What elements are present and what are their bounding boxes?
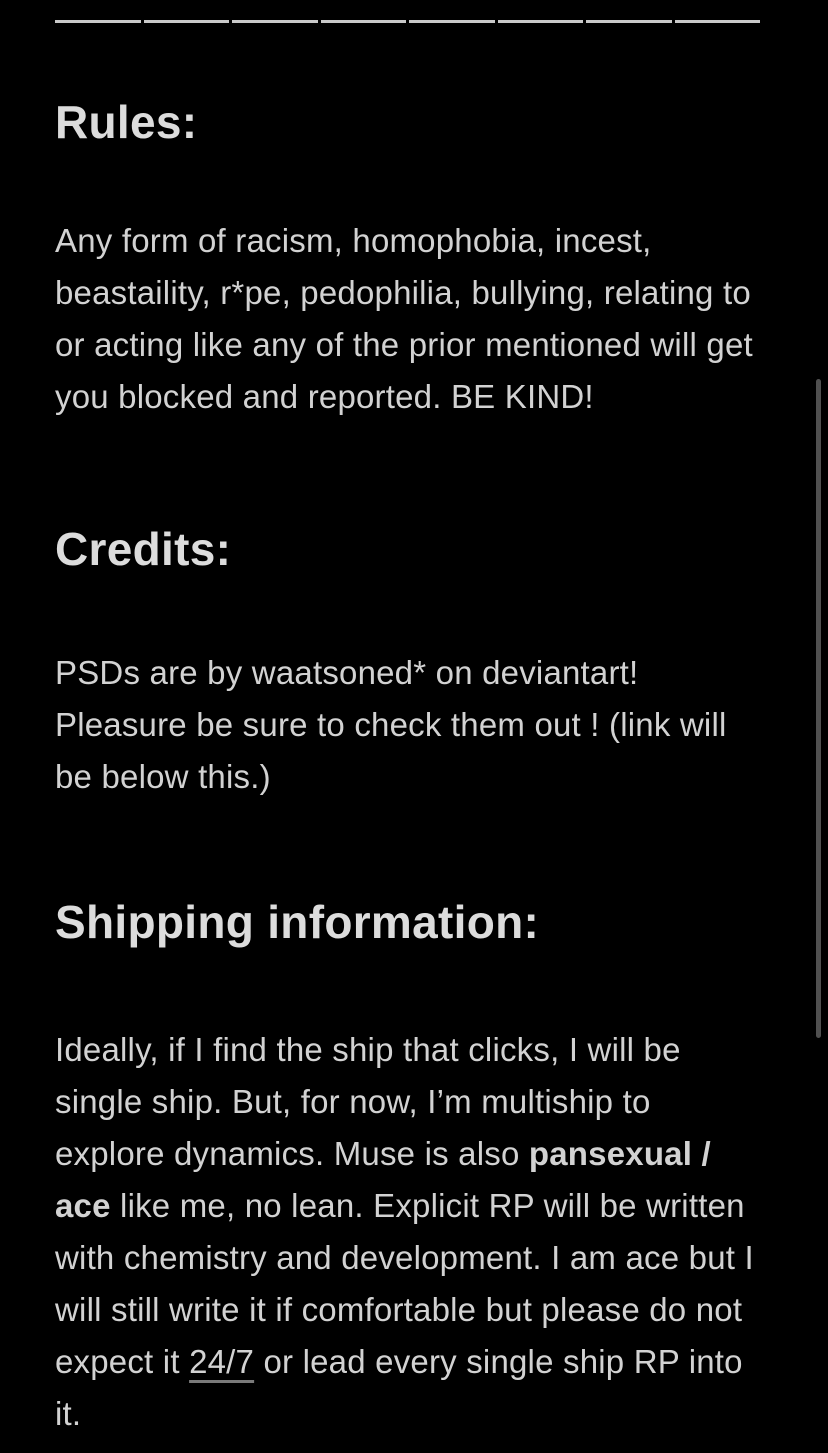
divider-segment [498, 20, 584, 23]
divider-segment [409, 20, 495, 23]
shipping-bold-span: pansexual / ace [55, 1134, 711, 1224]
shipping-heading: Shipping information: [55, 896, 540, 948]
divider-segment [232, 20, 318, 23]
section-divider-line [55, 20, 760, 23]
shipping-text-middle: like me, no lean. Explicit RP will be written with chemistry and development. I am ace but I will still write it if comfortable but please do not expect it [55, 1186, 754, 1380]
rules-heading: Rules: [55, 96, 198, 148]
shipping-text-start: Ideally, if I find the ship that clicks, I will be single ship. But, for now, I’m multiship to explore dynamics. Muse is also [55, 1030, 681, 1172]
divider-segment [144, 20, 230, 23]
section-rules [55, 97, 767, 423]
shipping-text-end: or lead every single ship RP into it. [55, 1342, 743, 1432]
section-credits [55, 524, 767, 803]
divider-segment [55, 20, 141, 23]
shipping-paragraph [55, 1024, 767, 1440]
scrollbar-thumb[interactable] [816, 379, 821, 1038]
rules-paragraph: Any form of racism, homophobia, incest, beastaility, r*pe, pedophilia, bullying, relating to or acting like any of the prior mentioned will get you blocked and reported. BE KIND! [55, 221, 753, 415]
credits-paragraph: PSDs are by waatsoned* on deviantart! Pleasure be sure to check them out ! (link will be below this.) [55, 653, 727, 795]
credits-heading: Credits: [55, 523, 232, 575]
divider-segment [586, 20, 672, 23]
section-shipping [55, 897, 767, 1440]
divider-segment [321, 20, 407, 23]
divider-segment [675, 20, 761, 23]
247-link[interactable]: 24/7 [189, 1342, 255, 1380]
